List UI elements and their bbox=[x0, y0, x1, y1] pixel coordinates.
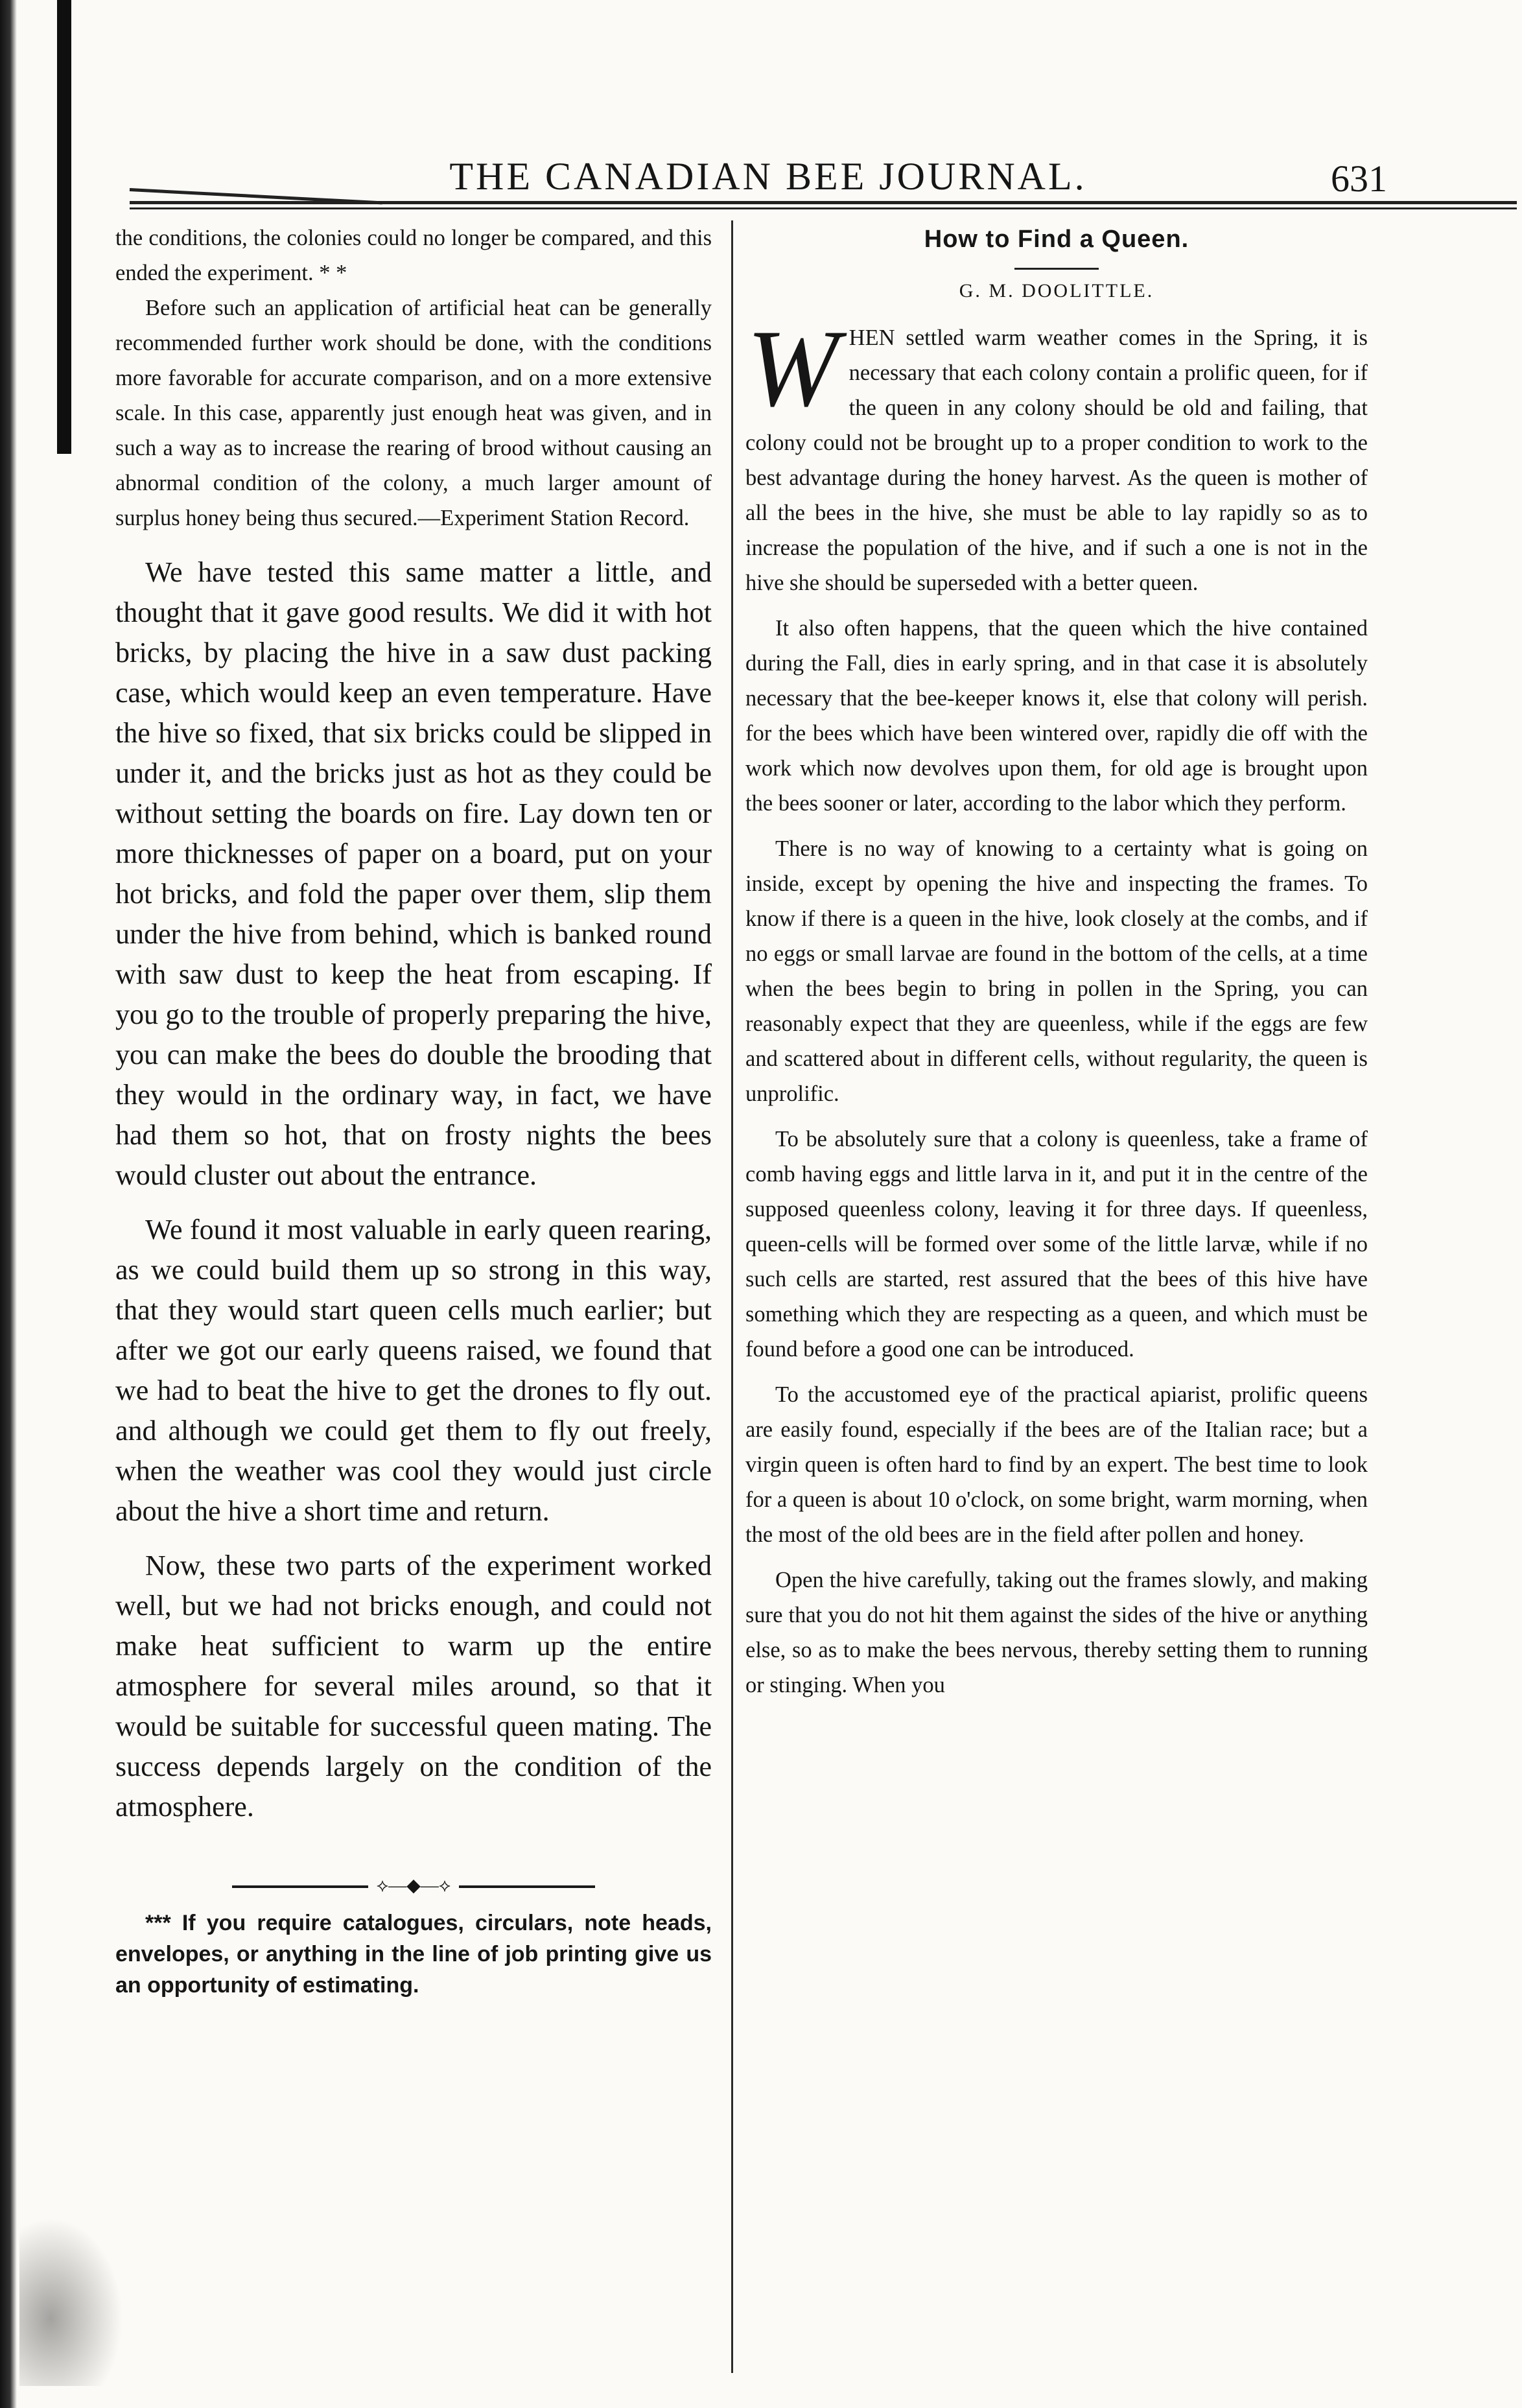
binding-shadow bbox=[0, 0, 17, 2408]
article-paragraph: Open the hive carefully, taking out the frames slowly, and making sure that you do not hit them against the sides of the hive or anything else, so as to make the bees nervous, thereby setting them to running or stinging. When you bbox=[745, 1568, 1368, 1697]
journal-title: THE CANADIAN BEE JOURNAL. bbox=[449, 155, 1087, 198]
article-paragraph: It also often happens, that the queen which the hive contained during the Fall, dies in early spring, and in that case it is absolutely necessary that the bee-keeper knows it, else that colony will perish. for the bees which have been wintered over, rapidly die off with the work which now devolves upon them, for old age is brought upon the bees sooner or later, according to the labor which they perform. bbox=[745, 616, 1368, 816]
article-paragraph: To be absolutely sure that a colony is queenless, take a frame of comb having eggs and little larva in it, and put it in the centre of the supposed queenless colony, leaving it for three days. If queenless, queen-cells will be formed over some of the little larvæ, while if no such cells are started, rest assured that the bees of this hive have something which they are respecting as a queen, and which must be found before a good one can be introduced. bbox=[745, 1127, 1368, 1362]
separator-ornament: ⟡—◆—⟡ bbox=[368, 1876, 459, 1896]
continuation-paragraph: Before such an application of artificial heat can be generally recommended further work should be done, with the conditions more favorable for accurate comparison, and on a more extensive scale. In this case, apparently just enough heat was given, and in such a way as to increase the rearing of brood without causing an abnormal condition of the colony, a much larger amount of surplus honey being thus secured.—Experiment Station Record. bbox=[115, 296, 712, 530]
header-rule bbox=[130, 201, 1517, 204]
column-divider bbox=[731, 220, 733, 2373]
lead-text: HEN settled warm weather comes in the Spring, it is necessary that each colony contain a prolific queen, for if the queen in any colony should be old and failing, that colony could not be brought up to a proper condition to work to the best advantage during the honey harvest. As the queen is mother of all the bees in the hive, she must be able to lay rapidly so as to increase the population of the hive, and if such a one is not in the hive she should be superseded with a better queen. bbox=[745, 325, 1368, 595]
article-byline: G. M. DOOLITTLE. bbox=[959, 280, 1154, 301]
drop-cap: W bbox=[747, 307, 839, 429]
page-number: 631 bbox=[1331, 158, 1387, 200]
article-title: How to Find a Queen. bbox=[924, 226, 1189, 253]
continuation-paragraph: the conditions, the colonies could no longer be compared, and this ended the experiment. * * bbox=[115, 226, 712, 285]
title-rule bbox=[1014, 268, 1099, 270]
editorial-paragraph: We found it most valuable in early queen rearing, as we could build them up so strong in this way, that they would start queen cells much earlier; but after we got our early queens raised, we found that we had to beat the hive to get the drones to fly out. and although we could get them to fly out freely, when the weather was cool they would just circle about the hive a short time and return. bbox=[115, 1214, 712, 1527]
editorial-paragraph: We have tested this same matter a little, and thought that it gave good results. We did it with hot bricks, by placing the hive in a saw dust packing case, which would keep an even temperature. Have the hive so fixed, that six bricks could be slipped in under it, and the bricks just as hot as they could be without setting the boards on fire. Lay down ten or more thicknesses of paper on a board, put on your hot bricks, and fold the paper over them, slip them under the hive from behind, which is banked round with saw dust to keep the heat from escaping. If you go to the trouble of properly preparing the hive, you can make the bees do double the brooding that they would in the ordinary way, in fact, we have had them so hot, that on frosty nights the bees would cluster out about the entrance. bbox=[115, 556, 712, 1191]
left-column bbox=[115, 220, 712, 2001]
article-paragraph: To the accustomed eye of the practical apiarist, prolific queens are easily found, especially if the bees are of the Italian race; but a virgin queen is often hard to find by an expert. The best time to look for a queen is about 10 o'clock, on some bright, warm morning, when the most of the old bees are in the field after pollen and honey. bbox=[745, 1382, 1368, 1547]
lead-paragraph bbox=[745, 307, 1368, 600]
article-paragraph: There is no way of knowing to a certainty what is going on inside, except by opening the hive and inspecting the frames. To know if there is a queen in the hive, look closely at the combs, and if no eggs or small larvae are found in the bottom of the cells, at a time when the bees begin to bring in pollen in the Spring, you can reasonably expect that they are queenless, while if the eggs are few and scattered about in different cells, without regularity, the queen is unprolific. bbox=[745, 836, 1368, 1106]
right-column bbox=[745, 220, 1368, 1703]
editorial-paragraph: Now, these two parts of the experiment worked well, but we had not bricks enough, and could not make heat sufficient to warm up the entire atmosphere for several miles around, so that it would be suitable for successful queen mating. The success depends largely on the condition of the atmosphere. bbox=[115, 1550, 712, 1823]
header-rule-thin bbox=[130, 207, 1517, 209]
binding-stripe bbox=[57, 0, 71, 454]
printing-notice: *** If you require catalogues, circulars, note heads, envelopes, or anything in the line of job printing give us an opportunity of estimating. bbox=[115, 1911, 712, 1998]
page-smudge bbox=[19, 2217, 123, 2386]
section-separator bbox=[232, 1876, 595, 1896]
